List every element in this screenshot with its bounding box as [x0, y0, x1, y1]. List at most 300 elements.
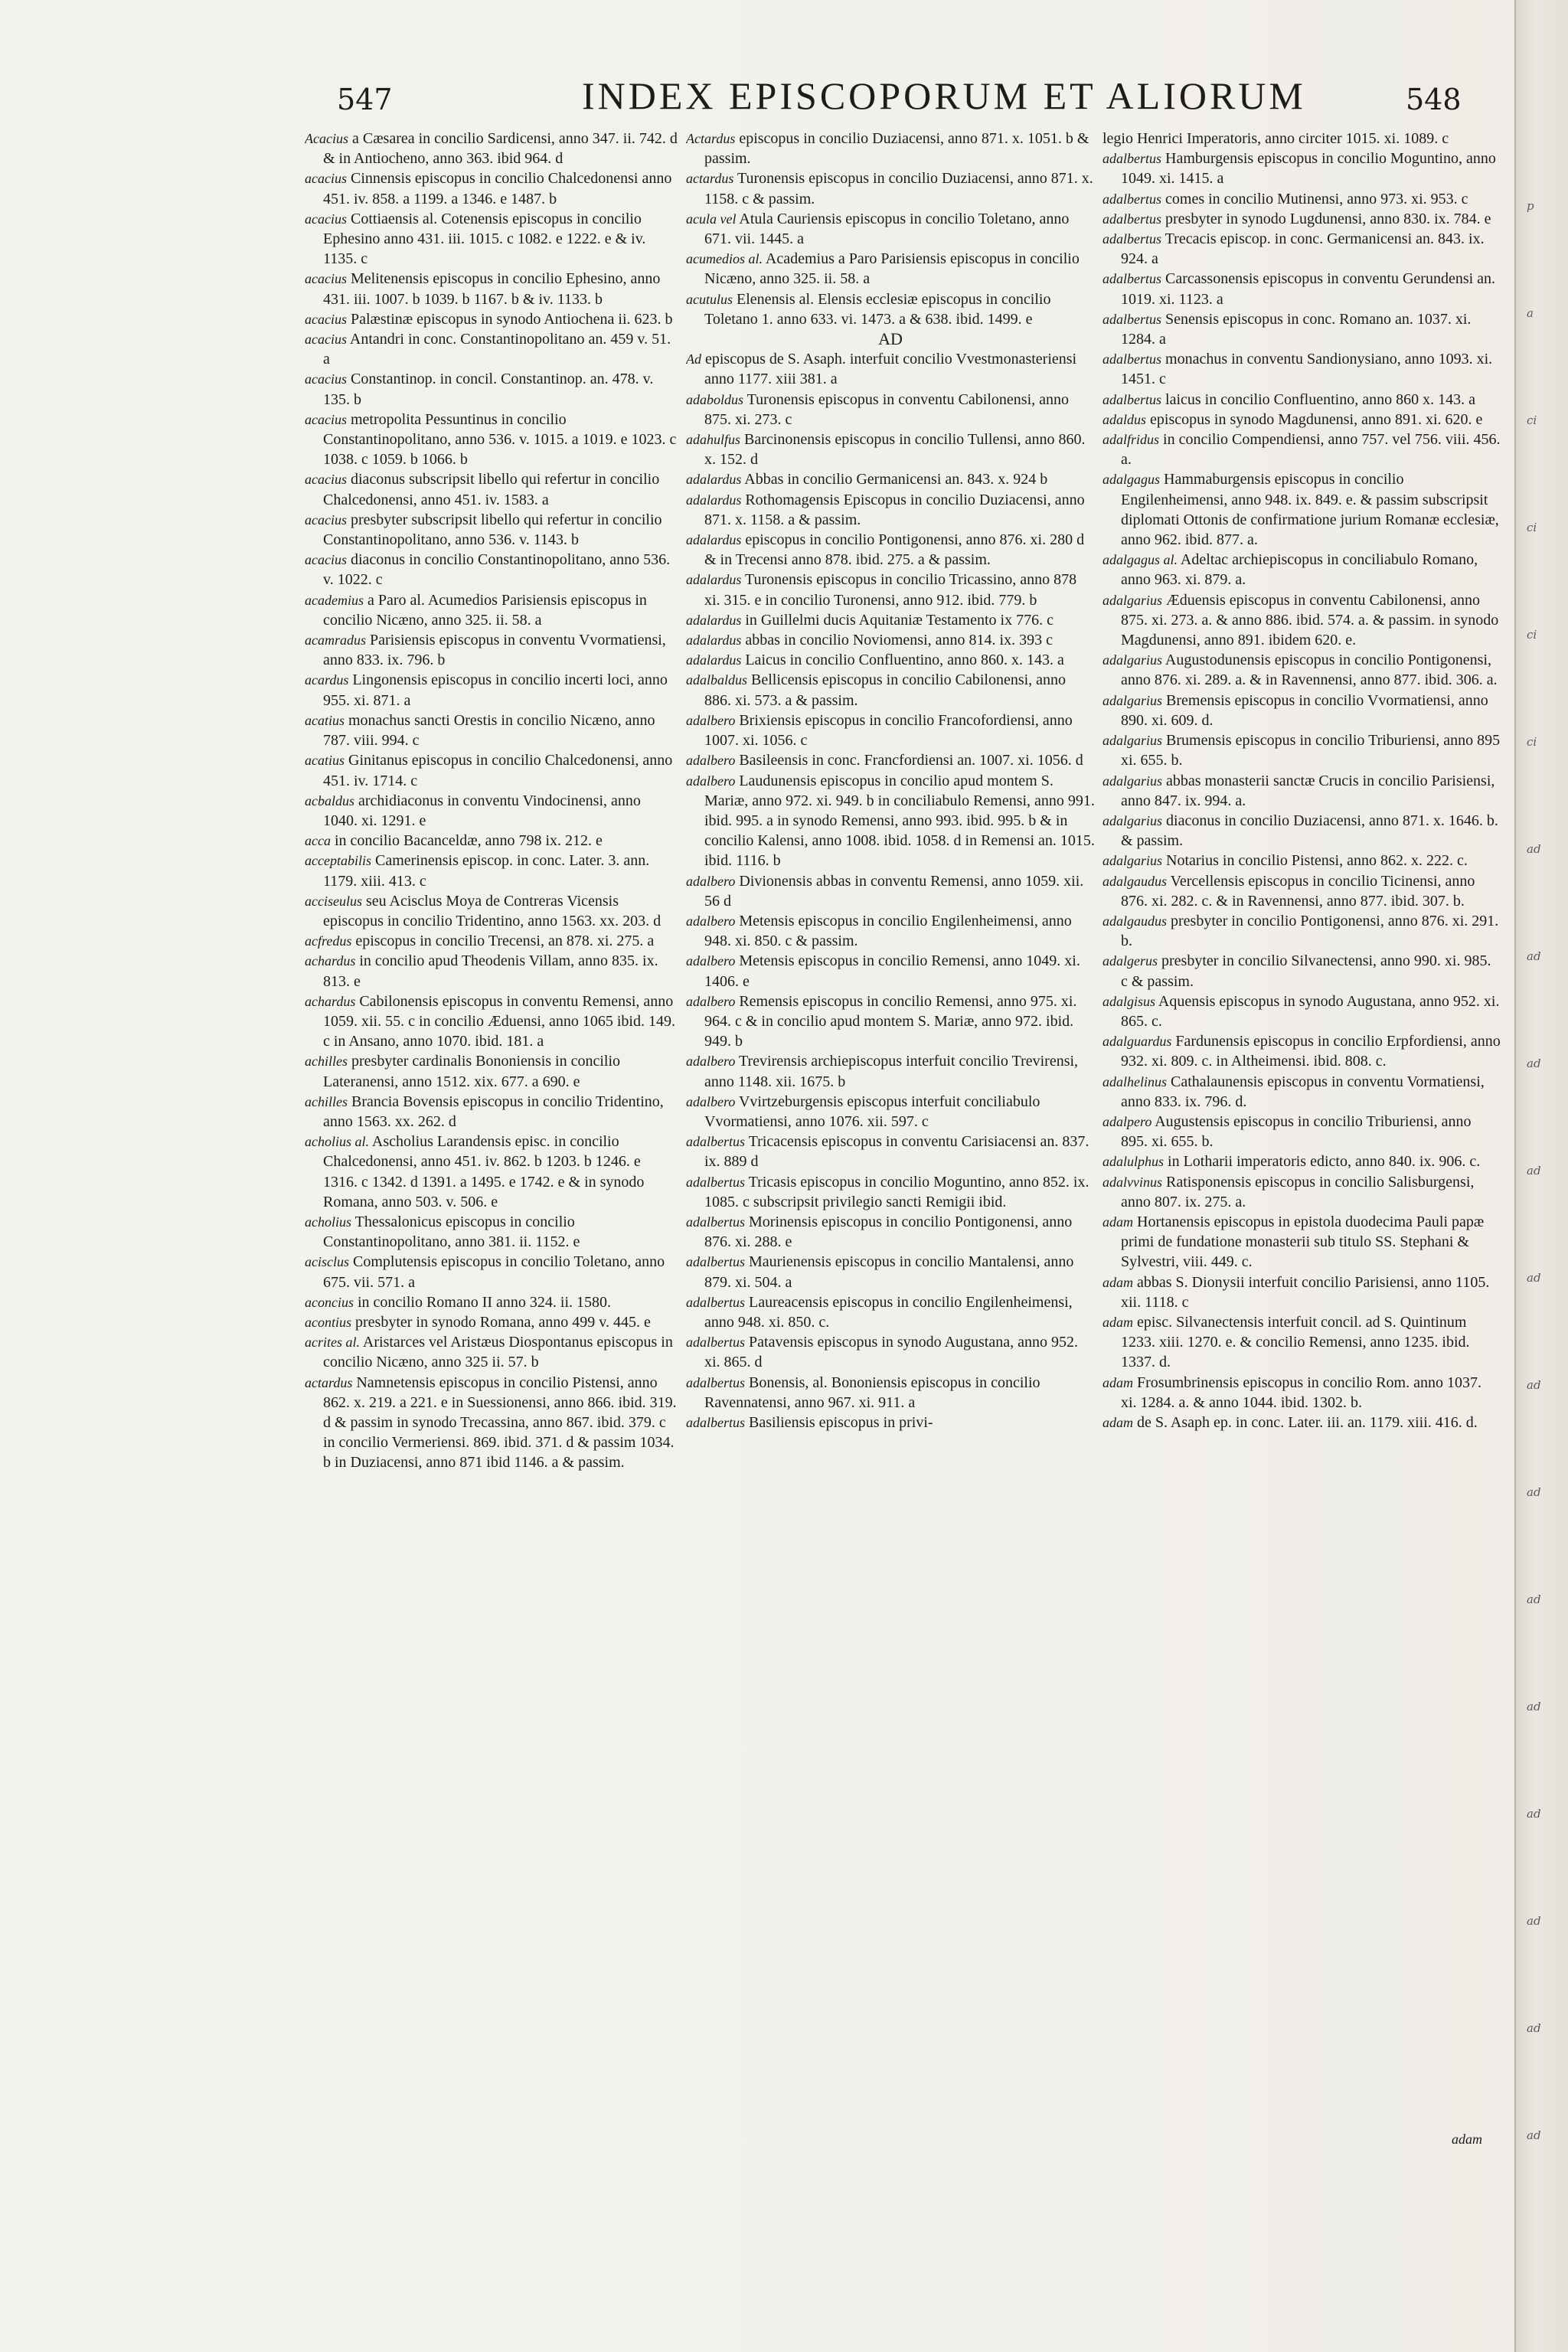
- index-entry: [305, 1332, 678, 1372]
- margin-fragment: ad: [1527, 2128, 1541, 2142]
- entry-headword: adalbertus: [1102, 231, 1162, 247]
- index-entry: [686, 871, 1095, 911]
- index-entry: [305, 851, 678, 890]
- entry-headword: adalpero: [1102, 1113, 1152, 1129]
- entry-headword: adalbertus: [1102, 271, 1162, 287]
- index-entry: [686, 951, 1095, 991]
- index-entry: [305, 590, 678, 630]
- entry-text: Frosumbrinensis episcopus in concilio Rom. anno 1037. xi. 1284. a. & anno 1044. ibid. 1302. b.: [1121, 1374, 1481, 1411]
- entry-text: Bonensis, al. Bononiensis episcopus in concilio Ravennatensi, anno 967. xi. 911. a: [704, 1374, 1040, 1411]
- entry-text: Barcinonensis episcopus in concilio Tullensi, anno 860. x. 152. d: [704, 431, 1086, 469]
- margin-fragment: ad: [1527, 842, 1541, 856]
- page-header: [0, 70, 1514, 132]
- index-entry: [305, 469, 678, 509]
- entry-headword: adalgagus: [1102, 472, 1161, 488]
- index-entry: [305, 329, 678, 369]
- entry-text: legio Henrici Imperatoris, anno circiter 1015. xi. 1089. c: [1102, 130, 1449, 147]
- entry-headword: acutulus: [686, 291, 733, 307]
- entry-headword: adalbertus: [686, 1334, 746, 1351]
- entry-text: AD: [878, 329, 903, 349]
- entry-text: Brumensis episcopus in concilio Triburiensi, anno 895 xi. 655. b.: [1121, 732, 1501, 769]
- entry-headword: adalvvinus: [1102, 1174, 1162, 1190]
- entry-headword: adalbero: [686, 773, 736, 789]
- index-entry: [1102, 1212, 1501, 1272]
- index-entry: [686, 1132, 1095, 1171]
- entry-text: presbyter in synodo Romana, anno 499 v. 445. e: [355, 1313, 651, 1331]
- margin-fragment: ad: [1527, 1485, 1541, 1499]
- entry-text: Trevirensis archiepiscopus interfuit concilio Trevirensi, anno 1148. xii. 1675. b: [704, 1053, 1079, 1090]
- entry-text: Ascholius Larandensis episc. in concilio Chalcedonensi, anno 451. iv. 862. b 1203. b 1246. e 1316. c 1342. d 1391. a 1495. e 1742. e & in synodo Romana, anno 503. v. 506. e: [323, 1133, 645, 1210]
- entry-headword: adalbertus: [686, 1294, 746, 1310]
- margin-fragment: ci: [1527, 628, 1537, 642]
- entry-headword: adam: [1102, 1214, 1133, 1230]
- entry-text: Basiliensis episcopus in privi-: [749, 1414, 933, 1431]
- entry-headword: adam: [1102, 1374, 1133, 1390]
- entry-text: Remensis episcopus in concilio Remensi, anno 975. xi. 964. c & in concilio apud montem S. Mariæ, anno 972. ibid. 949. b: [704, 992, 1077, 1050]
- entry-text: Fardunensis episcopus in concilio Erpfordiensi, anno 932. xi. 809. c. in Altheimensi. ibid. 808. c.: [1121, 1033, 1501, 1070]
- entry-text: diaconus subscripsit libello qui refertur in concilio Chalcedonensi, anno 451. iv. 1583. a: [323, 471, 660, 508]
- entry-text: Adeltac archiepiscopus in conciliabulo Romano, anno 963. xi. 879. a.: [1121, 551, 1478, 589]
- index-entry: [305, 168, 678, 208]
- entry-text: a Paro al. Acumedios Parisiensis episcopus in concilio Nicæno, anno 325. ii. 58. a: [323, 591, 647, 629]
- entry-text: Namnetensis episcopus in concilio Pistensi, anno 862. x. 219. a 221. e in Suessionensi, anno 866. ibid. 319. d & passim in synodo Trecassina, anno 867. ibid. 379. c in concilio Vermeriensi. 869. ibid. 371. d & passim 1034. b in Duziacensi, anno 871 ibid 1146. a & passim.: [323, 1374, 677, 1472]
- margin-fragment: ad: [1527, 1164, 1541, 1178]
- entry-headword: adalardus: [686, 612, 742, 628]
- index-entry: [305, 410, 678, 470]
- entry-text: Patavensis episcopus in synodo Augustana, anno 952. xi. 865. d: [704, 1334, 1078, 1371]
- index-entry: [686, 249, 1095, 289]
- entry-text: episc. Silvanectensis interfuit concil. ad S. Quintinum 1233. xiii. 1270. e. & concilio Remensi, anno 1235. ibid. 1337. d.: [1121, 1313, 1470, 1371]
- index-entry: [686, 390, 1095, 430]
- entry-text: in Lotharii imperatoris edicto, anno 840. ix. 906. c.: [1168, 1153, 1481, 1171]
- index-entry: [305, 951, 678, 991]
- entry-text: Æduensis episcopus in conventu Cabilonensi, anno 875. xi. 273. a. & anno 886. ibid. 574. a. & passim. in synodo Magdunensi, anno 891. ibidem 620. e.: [1121, 591, 1499, 649]
- index-entry: [1102, 991, 1501, 1031]
- index-entry: [686, 750, 1095, 770]
- entry-headword: adaboldus: [686, 391, 744, 407]
- entry-text: Metensis episcopus in concilio Remensi, anno 1049. xi. 1406. e: [704, 952, 1080, 990]
- margin-fragment: ci: [1527, 521, 1537, 534]
- margin-fragment: ad: [1527, 1378, 1541, 1392]
- entry-text: Rothomagensis Episcopus in concilio Duziacensi, anno 871. x. 1158. a & passim.: [704, 491, 1085, 528]
- index-entry: [305, 1312, 678, 1332]
- entry-headword: adalgarius: [1102, 853, 1163, 869]
- entry-text: Vvirtzeburgensis episcopus interfuit conciliabulo Vvormatiensi, anno 1076. xii. 597. c: [704, 1093, 1040, 1130]
- entry-headword: adalgarius: [1102, 773, 1163, 789]
- margin-fragment: ad: [1527, 1914, 1541, 1928]
- index-entry: [1102, 691, 1501, 730]
- entry-text: Brancia Bovensis episcopus in concilio Tridentino, anno 1563. xx. 262. d: [323, 1093, 664, 1130]
- index-entry: [305, 750, 678, 790]
- entry-headword: adalgarius: [1102, 592, 1163, 608]
- entry-text: comes in concilio Mutinensi, anno 973. xi. 953. c: [1165, 190, 1468, 207]
- index-entry: [686, 1092, 1095, 1132]
- entry-text: Ginitanus episcopus in concilio Chalcedonensi, anno 451. iv. 1714. c: [323, 752, 673, 789]
- margin-fragment: p: [1527, 199, 1534, 213]
- index-entry: [305, 1292, 678, 1312]
- index-entry: [686, 710, 1095, 750]
- entry-text: Maurienensis episcopus in concilio Mantalensi, anno 879. xi. 504. a: [704, 1253, 1074, 1291]
- right-page-number: 548: [1406, 83, 1462, 116]
- index-entry: [686, 1332, 1095, 1372]
- index-entry: [1102, 1172, 1501, 1212]
- entry-headword: acholius: [305, 1214, 351, 1230]
- entry-text: Bellicensis episcopus in concilio Cabilonensi, anno 886. xi. 573. a & passim.: [704, 671, 1067, 709]
- index-entry: [1102, 590, 1501, 651]
- entry-headword: adalbertus: [1102, 151, 1162, 167]
- margin-fragment: ad: [1527, 1057, 1541, 1070]
- margin-fragment: a: [1527, 306, 1534, 320]
- entry-headword: acacius: [305, 171, 347, 187]
- index-entry: [1102, 1112, 1501, 1152]
- entry-headword: adalguardus: [1102, 1034, 1172, 1050]
- entry-headword: adalfridus: [1102, 432, 1160, 448]
- entry-text: diaconus in concilio Duziacensi, anno 871. x. 1646. b. & passim.: [1121, 812, 1498, 850]
- entry-text: Thessalonicus episcopus in concilio Constantinopolitano, anno 381. ii. 1152. e: [323, 1213, 580, 1251]
- entry-text: de S. Asaph ep. in conc. Later. iii. an. 1179. xiii. 416. d.: [1137, 1414, 1478, 1431]
- index-entry: [1102, 229, 1501, 269]
- index-entry: [686, 289, 1095, 329]
- entry-headword: adalbertus: [1102, 311, 1162, 327]
- index-entry: [305, 710, 678, 750]
- entry-text: diaconus in concilio Constantinopolitano, anno 536. v. 1022. c: [323, 551, 671, 589]
- index-entry: [686, 168, 1095, 208]
- entry-headword: acacius: [305, 511, 347, 528]
- index-entry: [305, 1092, 678, 1132]
- entry-text: presbyter in concilio Pontigonensi, anno 876. xi. 291. b.: [1121, 912, 1499, 950]
- index-entry: [305, 1373, 678, 1473]
- entry-headword: adalbero: [686, 1054, 736, 1070]
- index-entry: [1102, 1413, 1501, 1432]
- index-entry: [305, 309, 678, 329]
- entry-text: Turonensis episcopus in concilio Tricassino, anno 878 xi. 315. e in concilio Turonensi, anno 912. ibid. 779. b: [704, 571, 1077, 609]
- entry-headword: adalgarius: [1102, 692, 1163, 708]
- index-entry: [1102, 430, 1501, 469]
- entry-text: Laicus in concilio Confluentino, anno 860. x. 143. a: [745, 652, 1064, 669]
- entry-headword: acardus: [305, 672, 349, 688]
- index-entry: [1102, 1312, 1501, 1373]
- entry-text: Brixiensis episcopus in concilio Francofordiensi, anno 1007. xi. 1056. c: [704, 711, 1073, 750]
- index-entry: [305, 1051, 678, 1091]
- entry-headword: adalgarius: [1102, 812, 1163, 828]
- entry-headword: adalbero: [686, 753, 736, 769]
- index-entry: [1102, 730, 1501, 770]
- margin-fragment: ci: [1527, 735, 1537, 749]
- entry-text: in concilio Romano II anno 324. ii. 1580.: [357, 1293, 612, 1311]
- index-column-3: [1102, 129, 1501, 2196]
- entry-headword: adahulfus: [686, 432, 741, 448]
- index-entry: [1102, 390, 1501, 410]
- index-entry: [686, 1413, 1095, 1432]
- index-column-1: [305, 129, 678, 2196]
- entry-headword: acisclus: [305, 1254, 349, 1270]
- entry-headword: acbaldus: [305, 792, 354, 808]
- entry-headword: adalgaudus: [1102, 913, 1168, 929]
- entry-text: episcopus in synodo Magdunensi, anno 891. xi. 620. e: [1150, 410, 1483, 428]
- entry-text: Trecacis episcop. in conc. Germanicensi an. 843. ix. 924. a: [1121, 230, 1485, 268]
- index-entry: [1102, 871, 1501, 911]
- entry-text: Augustensis episcopus in concilio Triburiensi, anno 895. xi. 655. b.: [1121, 1112, 1472, 1151]
- index-entry: [1102, 469, 1501, 550]
- entry-headword: adalhelinus: [1102, 1073, 1167, 1089]
- entry-text: Laudunensis episcopus in concilio apud montem S. Mariæ, anno 972. xi. 949. b in conciliabulo Remensi, anno 991. ibid. 995. a in synodo Remensi, anno 993. ibid. 995. b & in concilio Kalensi, anno 1008. ibid. 1058. d in Remensi an. 1015. ibid. 1116. b: [704, 772, 1095, 870]
- entry-headword: adalbaldus: [686, 672, 748, 688]
- entry-headword: acacius: [305, 472, 347, 488]
- entry-headword: adalbertus: [686, 1174, 746, 1190]
- entry-text: Divionensis abbas in conventu Remensi, anno 1059. xii. 56 d: [704, 872, 1084, 910]
- entry-text: Abbas in concilio Germanicensi an. 843. x. 924 b: [744, 471, 1048, 488]
- entry-headword: acontius: [305, 1314, 351, 1330]
- entry-text: presbyter cardinalis Bononiensis in concilio Lateranensi, anno 1512. xix. 677. a 690. e: [323, 1053, 621, 1090]
- entry-text: Metensis episcopus in concilio Engilenheimensi, anno 948. xi. 850. c & passim.: [704, 912, 1072, 950]
- entry-text: metropolita Pessuntinus in concilio Constantinopolitano, anno 536. v. 1015. a 1019. e 1023. c 1038. c 1059. b 1066. b: [323, 410, 677, 469]
- entry-headword: adalardus: [686, 572, 742, 588]
- entry-text: presbyter subscripsit libello qui refertur in concilio Constantinopolitano, anno 536. v. 1143. b: [323, 511, 662, 549]
- entry-headword: adam: [1102, 1274, 1133, 1290]
- entry-headword: adalbertus: [686, 1134, 746, 1150]
- entry-headword: acciseulus: [305, 893, 362, 909]
- entry-headword: adalbertus: [686, 1254, 746, 1270]
- entry-headword: acfredus: [305, 933, 352, 949]
- index-entry: [1102, 309, 1501, 349]
- margin-fragment: ad: [1527, 1592, 1541, 1606]
- entry-headword: acrites al.: [305, 1334, 360, 1351]
- entry-text: abbas in concilio Noviomensi, anno 814. ix. 393 c: [745, 632, 1053, 649]
- entry-text: archidiaconus in conventu Vindocinensi, anno 1040. xi. 1291. e: [323, 792, 641, 829]
- entry-text: Aquensis episcopus in synodo Augustana, anno 952. xi. 865. c.: [1121, 992, 1500, 1030]
- entry-text: Tricacensis episcopus in conventu Carisiacensi an. 837. ix. 889 d: [704, 1133, 1089, 1171]
- entry-headword: acatius: [305, 753, 345, 769]
- entry-headword: adalbero: [686, 953, 736, 969]
- entry-headword: adalardus: [686, 652, 742, 668]
- entry-text: Antandri in conc. Constantinopolitano an. 459 v. 51. a: [323, 331, 671, 368]
- entry-text: Hammaburgensis episcopus in concilio Engilenheimensi, anno 948. ix. 849. e. & passim subscripsit diplomati Ottonis de confirmatione jurium Romanæ ecclesiæ, anno 962. ibid. 877. a.: [1121, 471, 1499, 549]
- left-page-number: 547: [337, 83, 393, 116]
- entry-text: Palæstinæ episcopus in synodo Antiochena ii. 623. b: [350, 310, 673, 328]
- entry-headword: acacius: [305, 411, 347, 427]
- index-entry: [686, 610, 1095, 630]
- index-entry: [305, 1212, 678, 1252]
- entry-text: Constantinop. in concil. Constantinop. an. 478. v. 135. b: [323, 371, 654, 408]
- entry-text: Cottiaensis al. Cotenensis episcopus in concilio Ephesino anno 431. iii. 1015. c 1082. e 1222. e & iv. 1135. c: [323, 210, 646, 268]
- entry-headword: acacius: [305, 371, 347, 387]
- index-entry: [1102, 349, 1501, 389]
- index-entry: [686, 530, 1095, 570]
- index-entry: [305, 670, 678, 710]
- index-entry: [305, 891, 678, 931]
- entry-text: monachus in conventu Sandionysiano, anno 1093. xi. 1451. c: [1121, 351, 1493, 388]
- index-entry: [305, 1252, 678, 1292]
- entry-text: Melitenensis episcopus in concilio Ephesino, anno 431. iii. 1007. b 1039. b 1167. b & iv. 1133. b: [323, 270, 661, 308]
- entry-text: Aristarces vel Aristæus Diospontanus episcopus in concilio Nicæno, anno 325 ii. 57. b: [323, 1334, 673, 1371]
- index-entry: [686, 650, 1095, 670]
- entry-headword: adalbero: [686, 913, 736, 929]
- entry-headword: adalgagus al.: [1102, 552, 1178, 568]
- entry-headword: adalbero: [686, 873, 736, 889]
- index-entry: [686, 911, 1095, 951]
- entry-text: Ratisponensis episcopus in concilio Salisburgensi, anno 807. ix. 275. a.: [1121, 1173, 1475, 1210]
- index-entry: [1102, 550, 1501, 590]
- index-entry: [686, 129, 1095, 168]
- entry-headword: adalbertus: [1102, 391, 1162, 407]
- entry-headword: achilles: [305, 1093, 348, 1109]
- entry-headword: adalgaudus: [1102, 873, 1168, 889]
- entry-text: Carcassonensis episcopus in conventu Gerundensi an. 1019. xi. 1123. a: [1121, 270, 1496, 308]
- index-entry: [305, 1132, 678, 1212]
- entry-headword: aconcius: [305, 1294, 354, 1310]
- index-entry: [1102, 951, 1501, 991]
- margin-fragment: ad: [1527, 1271, 1541, 1285]
- index-entry: [305, 550, 678, 590]
- entry-text: monachus sancti Orestis in concilio Nicæno, anno 787. viii. 994. c: [323, 711, 655, 750]
- entry-text: Camerinensis episcop. in conc. Later. 3. ann. 1179. xiii. 413. c: [323, 852, 650, 890]
- entry-text: Tricasis episcopus in concilio Moguntino, anno 852. ix. 1085. c subscripsit privilegio sancti Remigii ibid.: [704, 1173, 1089, 1210]
- entry-text: seu Acisclus Moya de Contreras Vicensis episcopus in concilio Tridentino, anno 1563. xx. 203. d: [323, 892, 662, 929]
- entry-text: Cinnensis episcopus in concilio Chalcedonensi anno 451. iv. 858. a 1199. a 1346. e 1487. b: [323, 170, 672, 207]
- entry-headword: actardus: [686, 171, 734, 187]
- entry-headword: adalgisus: [1102, 993, 1156, 1009]
- index-entry: [1102, 1373, 1501, 1413]
- entry-text: in Guillelmi ducis Aquitaniæ Testamento ix 776. c: [745, 611, 1054, 629]
- index-entry: [686, 771, 1095, 871]
- index-entry: [305, 269, 678, 309]
- entry-headword: adalardus: [686, 532, 742, 548]
- entry-text: episcopus in concilio Pontigonensi, anno 876. xi. 280 d & in Trecensi anno 878. ibid. 275. a & passim.: [704, 531, 1085, 569]
- entry-text: Morinensis episcopus in concilio Pontigonensi, anno 876. xi. 288. e: [704, 1213, 1073, 1251]
- entry-headword: achilles: [305, 1054, 348, 1070]
- entry-text: Hortanensis episcopus in epistola duodecima Pauli papæ primi de fundatione monasterii sub titulo SS. Stephani & Sylvestri, viii. 449. c.: [1121, 1213, 1485, 1271]
- index-entry: [1102, 129, 1501, 149]
- entry-headword: Ad: [686, 351, 701, 368]
- index-column-2: [686, 129, 1095, 2196]
- entry-text: presbyter in concilio Silvanectensi, anno 990. xi. 985. c & passim.: [1121, 952, 1491, 990]
- index-entry: [305, 831, 678, 851]
- entry-text: Turonensis episcopus in concilio Duziacensi, anno 871. x. 1158. c & passim.: [704, 170, 1093, 207]
- margin-fragment: ad: [1527, 2021, 1541, 2035]
- entry-text: Atula Cauriensis episcopus in concilio Toletano, anno 671. vii. 1445. a: [704, 210, 1070, 248]
- entry-text: Complutensis episcopus in concilio Toletano, anno 675. vii. 571. a: [323, 1253, 665, 1291]
- entry-headword: acca: [305, 833, 331, 849]
- entry-text: in concilio apud Theodenis Villam, anno 835. ix. 813. e: [323, 952, 658, 990]
- entry-headword: adalardus: [686, 632, 742, 648]
- index-entry: [686, 1172, 1095, 1212]
- index-entry: [1102, 269, 1501, 309]
- entry-headword: adalbertus: [1102, 351, 1162, 368]
- entry-headword: adalbertus: [1102, 191, 1162, 207]
- index-entry: [686, 570, 1095, 609]
- entry-headword: adalardus: [686, 492, 742, 508]
- index-entry: [1102, 189, 1501, 209]
- margin-fragment: ad: [1527, 1700, 1541, 1713]
- entry-text: episcopus in concilio Duziacensi, anno 871. x. 1051. b & passim.: [704, 130, 1089, 168]
- entry-headword: acumedios al.: [686, 251, 763, 267]
- index-entry: [305, 209, 678, 270]
- entry-text: Notarius in concilio Pistensi, anno 862. x. 222. c.: [1166, 852, 1468, 870]
- entry-text: Turonensis episcopus in conventu Cabilonensi, anno 875. xi. 273. c: [704, 390, 1069, 428]
- entry-text: abbas S. Dionysii interfuit concilio Parisiensi, anno 1105. xii. 1118. c: [1121, 1273, 1490, 1311]
- index-entry: [686, 1373, 1095, 1413]
- index-entry: [686, 209, 1095, 249]
- entry-headword: acatius: [305, 712, 345, 728]
- index-entry: [1102, 851, 1501, 871]
- index-entry: [305, 369, 678, 409]
- index-entry: [686, 1292, 1095, 1332]
- entry-text: Laureacensis episcopus in concilio Engilenheimensi, anno 948. xi. 850. c.: [704, 1293, 1073, 1331]
- index-entry: [686, 329, 1095, 349]
- entry-headword: acacius: [305, 271, 347, 287]
- entry-text: Augustodunensis episcopus in concilio Pontigonensi, anno 876. xi. 289. a. & in Ravennensi, anno 877. ibid. 306. a.: [1121, 652, 1498, 689]
- index-entry: [686, 469, 1095, 489]
- entry-headword: acacius: [305, 552, 347, 568]
- index-entry: [686, 349, 1095, 389]
- index-entry: [305, 129, 678, 168]
- index-entry: [686, 430, 1095, 469]
- index-entry: [1102, 1272, 1501, 1312]
- entry-text: episcopus in concilio Trecensi, an 878. xi. 275. a: [355, 933, 655, 950]
- entry-headword: adalgarius: [1102, 733, 1163, 749]
- entry-text: Senensis episcopus in conc. Romano an. 1037. xi. 1284. a: [1121, 310, 1472, 348]
- entry-text: a Cæsarea in concilio Sardicensi, anno 347. ii. 742. d & in Antiocheno, anno 363. ibid 964. d: [323, 130, 678, 168]
- index-entry: [1102, 209, 1501, 229]
- entry-headword: adalulphus: [1102, 1154, 1165, 1170]
- entry-text: Cabilonensis episcopus in conventu Remensi, anno 1059. xii. 55. c in concilio Æduensi, anno 1065 ibid. 149. c in Ansano, anno 1070. ibid. 181. a: [323, 992, 675, 1050]
- entry-headword: acula vel: [686, 211, 737, 227]
- entry-headword: achardus: [305, 993, 356, 1009]
- entry-headword: achardus: [305, 953, 356, 969]
- entry-text: presbyter in synodo Lugdunensi, anno 830. ix. 784. e: [1165, 210, 1491, 227]
- index-entry: [686, 1212, 1095, 1252]
- page-title: INDEX EPISCOPORUM ET ALIORUM: [582, 74, 1306, 117]
- index-entry: [1102, 1072, 1501, 1112]
- index-entry: [1102, 650, 1501, 690]
- index-entry: [305, 791, 678, 831]
- entry-headword: Actardus: [686, 131, 736, 146]
- entry-text: Lingonensis episcopus in concilio incerti loci, anno 955. xi. 871. a: [323, 671, 668, 709]
- index-entry: [1102, 1031, 1501, 1071]
- index-entry: [686, 670, 1095, 710]
- entry-headword: actardus: [305, 1374, 353, 1390]
- entry-text: Elenensis al. Elensis ecclesiæ episcopus in concilio Toletano 1. anno 633. vi. 1473. a & 638. ibid. 1499. e: [704, 290, 1051, 328]
- index-entry: [686, 630, 1095, 650]
- index-entry: [686, 1051, 1095, 1091]
- entry-text: laicus in concilio Confluentino, anno 860 x. 143. a: [1165, 390, 1475, 408]
- margin-fragment: ad: [1527, 949, 1541, 963]
- entry-headword: academius: [305, 592, 364, 608]
- entry-headword: adalbero: [686, 712, 736, 728]
- entry-headword: acholius al.: [305, 1134, 369, 1150]
- index-entry: [1102, 771, 1501, 811]
- index-entry: [1102, 410, 1501, 430]
- entry-headword: adam: [1102, 1314, 1133, 1330]
- entry-headword: acceptabilis: [305, 853, 371, 869]
- entry-text: in concilio Compendiensi, anno 757. vel 756. viii. 456. a.: [1121, 431, 1501, 469]
- index-entry: [686, 991, 1095, 1052]
- index-entry: [305, 931, 678, 951]
- index-entry: [686, 490, 1095, 530]
- entry-text: Basileensis in conc. Francfordiensi an. 1007. xi. 1056. d: [739, 752, 1083, 769]
- entry-headword: acacius: [305, 211, 347, 227]
- entry-headword: adalbertus: [1102, 211, 1162, 227]
- entry-headword: adalbero: [686, 1093, 736, 1109]
- entry-text: Hamburgensis episcopus in concilio Moguntino, anno 1049. xi. 1415. a: [1121, 150, 1496, 188]
- index-entry: [686, 1252, 1095, 1292]
- entry-headword: adalbertus: [686, 1214, 746, 1230]
- index-entry: [1102, 1152, 1501, 1171]
- index-entry: [1102, 911, 1501, 951]
- entry-text: abbas monasterii sanctæ Crucis in concilio Parisiensi, anno 847. ix. 994. a.: [1121, 772, 1495, 809]
- entry-headword: adalardus: [686, 472, 742, 488]
- entry-headword: adalgerus: [1102, 953, 1158, 969]
